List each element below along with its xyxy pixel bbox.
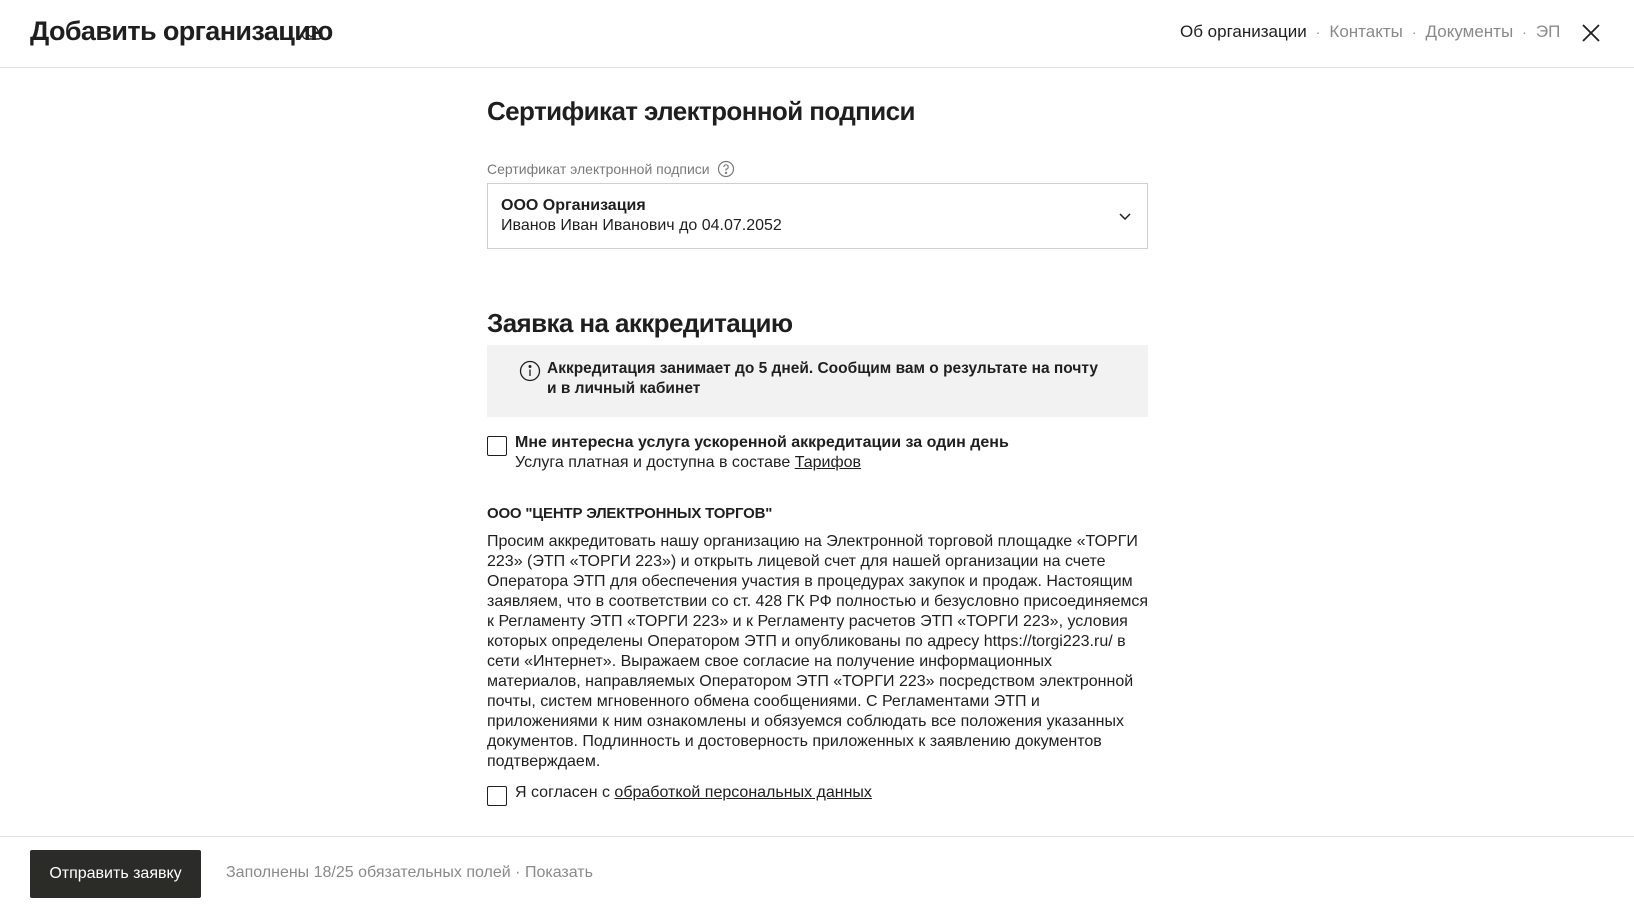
signature-heading: Сертификат электронной подписи [487,96,915,126]
select-holder: Иванов Иван Иванович до 04.07.2052 [501,217,782,234]
info-icon [519,360,541,382]
fields-status [226,864,593,882]
header [0,0,1634,68]
help-icon[interactable] [717,160,735,178]
nav-item-ep[interactable]: ЭП [1535,22,1561,41]
page-title: Добавить организацию [30,16,333,46]
cloud-icon [300,22,324,44]
nav-item-about[interactable]: Об организации [1180,22,1307,41]
fast-accreditation-subtitle [515,454,861,472]
close-icon[interactable] [1580,22,1602,44]
info-banner [487,345,1148,417]
consent-checkbox[interactable] [487,786,507,806]
signature-select[interactable] [487,183,1148,249]
fast-accreditation-subtitle-text: Услуга платная и доступна в составе [515,454,795,471]
section-nav [1180,22,1560,42]
show-fields-link[interactable]: Показать [524,864,593,881]
select-org: ООО Организация [501,197,646,214]
fast-accreditation-title: Мне интересна услуга ускоренной аккредитации за один день [515,434,1009,451]
nav-separator: · [1411,24,1417,40]
footer [0,836,1634,908]
chevron-down-icon [1117,208,1133,224]
organization-name: ООО "ЦЕНТР ЭЛЕКТРОННЫХ ТОРГОВ" [487,505,773,522]
signature-field-label-text: Сертификат электронной подписи [487,161,710,177]
accreditation-statement: Просим аккредитовать нашу организацию на Электронной торговой площадке «ТОРГИ 223» (ЭТП «ТОРГИ 223») и открыть лицевой счет для нашей организации на счете Оператора ЭТП для обеспечения участия в процедурах закупок и продаж. Настоящим заявляем, что в соответствии со ст. 428 ГК РФ полностью и безусловно присоединяемся к Регламенту ЭТП «ТОРГИ 223» и к Регламенту расчетов ЭТП «ТОРГИ 223», условия которых определены Оператором ЭТП и опубликованы по адресу https://torgi223.ru/ в сети «Интернет». Выражаем свое согласие на получение информационных материалов, направляемых Оператором ЭТП «ТОРГИ 223» посредством электронной почты, систем мгновенного обмена сообщениями. С Регламентами ЭТП и приложениями к ним ознакомлены и обязуемся соблюдать все положения указанных документов. Подлинность и достоверность приложенных к заявлению документов подтверждаем. [487,533,1149,770]
nav-item-contacts[interactable]: Контакты [1329,22,1403,41]
consent-label-text: Я согласен с [515,784,615,801]
signature-field-label [487,160,735,178]
nav-item-documents[interactable]: Документы [1425,22,1514,41]
personal-data-link[interactable]: обработкой персональных данных [614,784,872,801]
accreditation-heading: Заявка на аккредитацию [487,308,793,338]
fast-accreditation-checkbox[interactable] [487,436,507,456]
nav-separator: · [1315,24,1321,40]
tariffs-link[interactable]: Тарифов [794,454,862,471]
submit-button[interactable]: Отправить заявку [30,850,201,898]
fields-status-text: Заполнены 18/25 обязательных полей · [226,864,525,881]
consent-label [515,784,872,802]
info-text: Аккредитация занимает до 5 дней. Сообщим вам о результате на почту и в личный кабинет [547,360,1098,397]
nav-separator: · [1522,24,1527,40]
